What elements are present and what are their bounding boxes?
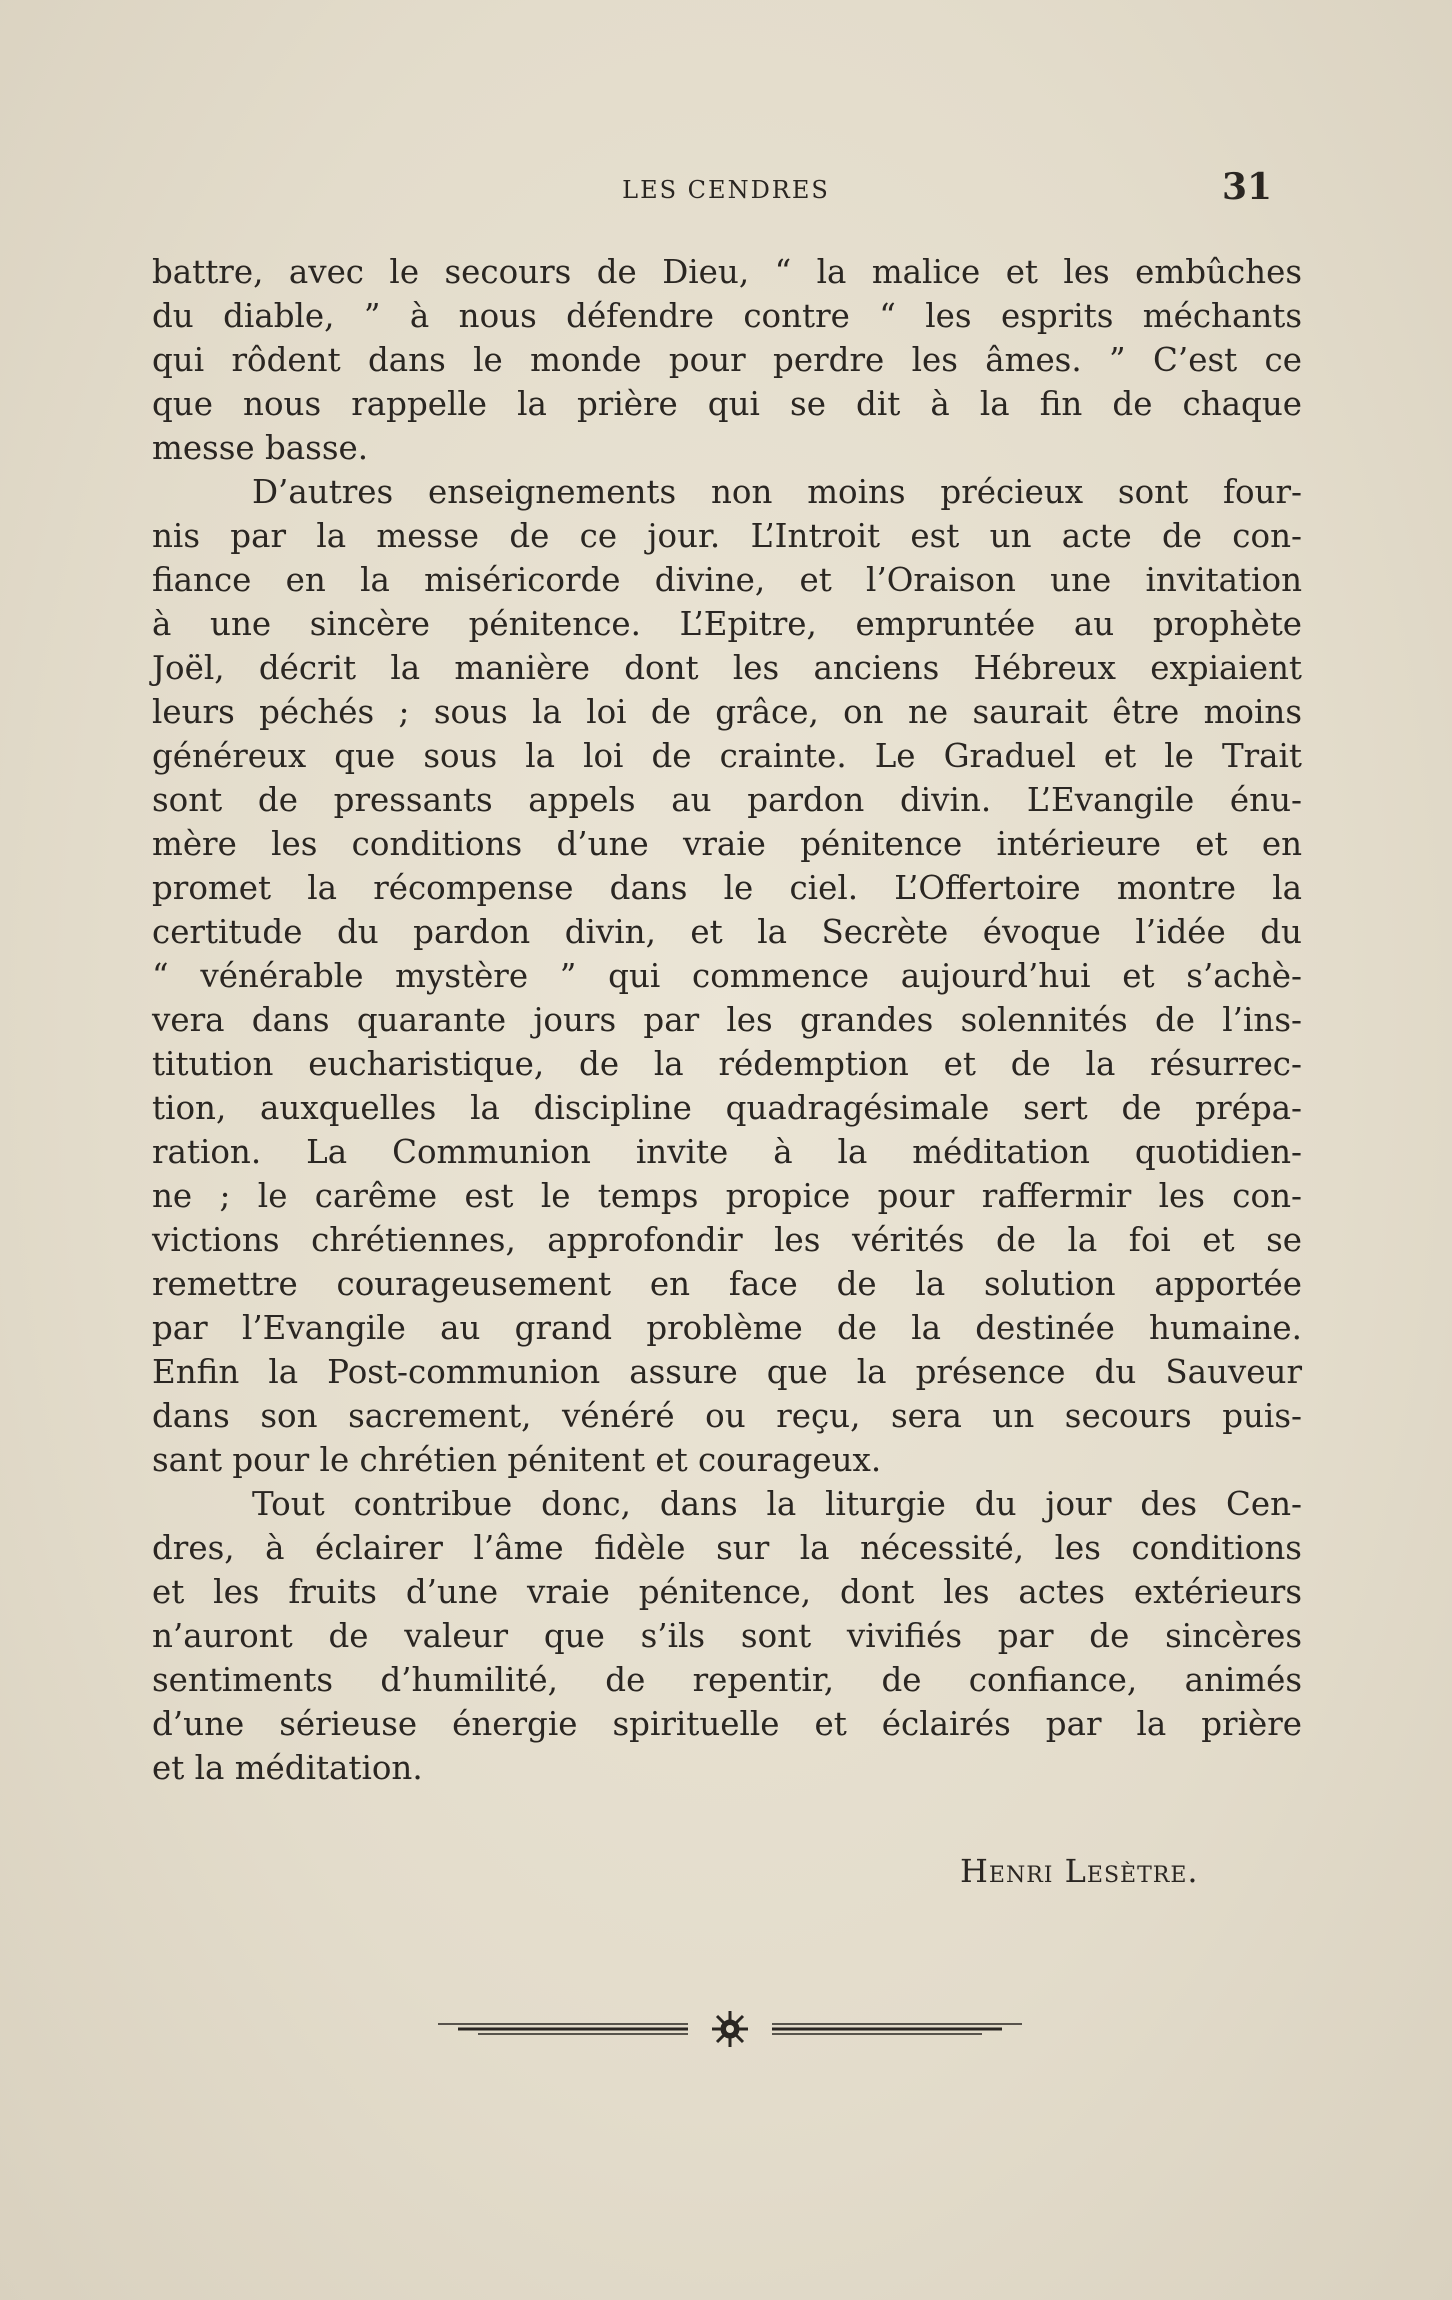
- text-line: remettre courageusement en face de la solution apportée: [152, 1265, 1302, 1303]
- text-line: victions chrétiennes, approfondir les vérités de la foi et se: [152, 1221, 1302, 1259]
- text-line: Enfin la Post-communion assure que la présence du Sauveur: [152, 1353, 1302, 1391]
- text-line: par l’Evangile au grand problème de la destinée humaine.: [152, 1309, 1302, 1347]
- text-line: du diable, ” à nous défendre contre “ les esprits méchants: [152, 297, 1302, 335]
- text-line: dans son sacrement, vénéré ou reçu, sera un secours puis-: [152, 1397, 1302, 1435]
- text-line: tion, auxquelles la discipline quadragésimale sert de prépa-: [152, 1089, 1302, 1127]
- text-line: sentiments d’humilité, de repentir, de confiance, animés: [152, 1661, 1302, 1699]
- text-line: vera dans quarante jours par les grandes solennités de l’ins-: [152, 1001, 1302, 1039]
- text-line: leurs péchés ; sous la loi de grâce, on ne saurait être moins: [152, 693, 1302, 731]
- text-line: promet la récompense dans le ciel. L’Offertoire montre la: [152, 869, 1302, 907]
- text-line: sont de pressants appels au pardon divin. L’Evangile énu-: [152, 781, 1302, 819]
- ornament-divider-icon: [438, 2004, 1022, 2054]
- text-line: dres, à éclairer l’âme fidèle sur la nécessité, les conditions: [152, 1529, 1302, 1567]
- text-line: et la méditation.: [152, 1749, 423, 1787]
- author-signature: Henri Lesètre.: [960, 1852, 1199, 1890]
- text-line: qui rôdent dans le monde pour perdre les âmes. ” C’est ce: [152, 341, 1302, 379]
- running-title: LES CENDRES: [622, 176, 830, 204]
- text-line: titution eucharistique, de la rédemption et de la résurrec-: [152, 1045, 1302, 1083]
- text-line: généreux que sous la loi de crainte. Le Graduel et le Trait: [152, 737, 1302, 775]
- text-line: nis par la messe de ce jour. L’Introit est un acte de con-: [152, 517, 1302, 555]
- text-line: sant pour le chrétien pénitent et courageux.: [152, 1441, 882, 1479]
- text-line: ne ; le carême est le temps propice pour raffermir les con-: [152, 1177, 1302, 1215]
- text-line: Tout contribue donc, dans la liturgie du jour des Cen-: [252, 1485, 1302, 1523]
- text-line: D’autres enseignements non moins précieux sont four-: [252, 473, 1302, 511]
- text-line: à une sincère pénitence. L’Epitre, empruntée au prophète: [152, 605, 1302, 643]
- text-line: et les fruits d’une vraie pénitence, dont les actes extérieurs: [152, 1573, 1302, 1611]
- page-number: 31: [1222, 166, 1273, 208]
- text-line: fiance en la miséricorde divine, et l’Oraison une invitation: [152, 561, 1302, 599]
- text-line: “ vénérable mystère ” qui commence aujourd’hui et s’achè-: [152, 957, 1302, 995]
- text-line: n’auront de valeur que s’ils sont vivifiés par de sincères: [152, 1617, 1302, 1655]
- running-head: [0, 166, 1452, 212]
- text-line: que nous rappelle la prière qui se dit à la fin de chaque: [152, 385, 1302, 423]
- text-line: ration. La Communion invite à la méditation quotidien-: [152, 1133, 1302, 1171]
- text-line: battre, avec le secours de Dieu, “ la malice et les embûches: [152, 253, 1302, 291]
- text-line: messe basse.: [152, 429, 369, 467]
- text-line: d’une sérieuse énergie spirituelle et éclairés par la prière: [152, 1705, 1302, 1743]
- text-line: mère les conditions d’une vraie pénitence intérieure et en: [152, 825, 1302, 863]
- text-line: certitude du pardon divin, et la Secrète évoque l’idée du: [152, 913, 1302, 951]
- body-text: [152, 250, 1302, 1790]
- text-line: Joël, décrit la manière dont les anciens Hébreux expiaient: [152, 649, 1302, 687]
